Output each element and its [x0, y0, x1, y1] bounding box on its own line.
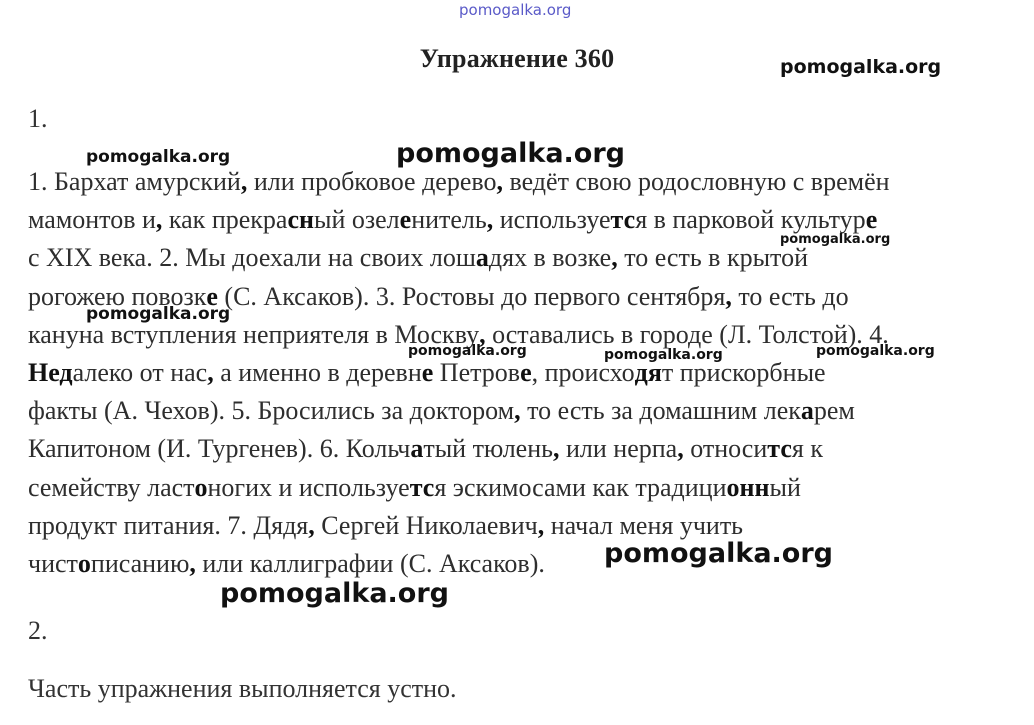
paragraph-line: факты (А. Чехов). 5. Бросились за доктором, то есть за домашним лекарем — [28, 396, 855, 426]
watermark: pomogalka.org — [220, 578, 449, 609]
emphasized-letters: , — [496, 167, 503, 196]
emphasized-letters: тс — [610, 205, 636, 235]
emphasized-letters: , — [479, 319, 486, 349]
emphasized-letters: , — [240, 167, 248, 196]
watermark: pomogalka.org — [86, 304, 231, 324]
exercise-title: Упражнение 360 — [419, 44, 615, 73]
emphasized-letters: , — [611, 243, 618, 273]
paragraph-line: с XIX века. 2. Мы доехали на своих лошадях в возке, то есть в крытой — [28, 243, 808, 273]
exercise-paragraph — [28, 163, 1010, 583]
emphasized-letters: , — [207, 357, 214, 387]
emphasized-letters: , — [553, 434, 560, 464]
section-2-label: 2. — [28, 616, 48, 645]
watermark: pomogalka.org — [408, 343, 527, 359]
paragraph-line: рогожею повозке (С. Аксаков). 3. Ростовы до первого сентября, то есть до — [28, 281, 849, 311]
watermark: pomogalka.org — [396, 138, 625, 169]
watermark: pomogalka.org — [604, 347, 723, 363]
emphasized-letters: тс — [767, 434, 792, 464]
emphasized-letters: е — [399, 205, 412, 235]
watermark: pomogalka.org — [604, 538, 833, 569]
emphasized-letters: , — [308, 510, 315, 540]
emphasized-letters: е — [421, 357, 434, 387]
watermark-top-link[interactable]: pomogalka.org — [459, 1, 572, 19]
emphasized-letters: а — [800, 396, 814, 426]
emphasized-letters: , — [189, 548, 196, 578]
section-1-label: 1. — [28, 104, 48, 133]
oral-note: Часть упражнения выполняется устно. — [28, 674, 457, 703]
emphasized-letters: о — [77, 548, 91, 578]
paragraph-line: Недалеко от нас, а именно в деревне Петрове, происходят прискорбные — [28, 357, 826, 387]
paragraph-line: кануна вступления неприятеля в Москву, оставались в городе (Л. Толстой). 4. — [28, 319, 889, 349]
emphasized-letters: , — [155, 205, 163, 235]
emphasized-letters: е — [865, 205, 878, 235]
emphasized-letters: , — [677, 434, 684, 464]
emphasized-letters: дя — [634, 357, 662, 387]
watermark: pomogalka.org — [816, 343, 935, 359]
emphasized-letters: сн — [287, 205, 314, 235]
emphasized-letters: тс — [409, 472, 435, 502]
emphasized-letters: е — [520, 357, 532, 387]
paragraph-line: семейству ластоногих и используется эскимосами как традиционный — [28, 472, 801, 502]
emphasized-letters: , — [537, 510, 545, 540]
emphasized-letters: , — [725, 281, 732, 311]
paragraph-line: Капитоном (И. Тургенев). 6. Кольчатый тюлень, или нерпа, относится к — [28, 434, 823, 464]
emphasized-letters: , — [486, 205, 494, 235]
emphasized-letters: а — [475, 243, 489, 273]
emphasized-letters: о — [194, 472, 208, 502]
paragraph-line: мамонтов и, как прекрасный озеленитель, используется в парковой культуре — [28, 205, 878, 235]
emphasized-letters: , — [514, 396, 521, 426]
paragraph-line: 1. Бархат амурский, или пробковое дерево, ведёт свою родословную с времён — [28, 167, 890, 196]
watermark: pomogalka.org — [780, 232, 891, 247]
watermark: pomogalka.org — [86, 147, 231, 167]
watermark: pomogalka.org — [780, 56, 942, 78]
emphasized-letters: Нед — [28, 357, 73, 387]
emphasized-letters: е — [206, 281, 218, 311]
emphasized-letters: а — [410, 434, 424, 464]
paragraph-line: чистописанию, или каллиграфии (С. Аксаков). — [28, 548, 545, 578]
emphasized-letters: онн — [726, 472, 770, 502]
paragraph-line: продукт питания. 7. Дядя, Сергей Николаевич, начал меня учить — [28, 510, 744, 540]
